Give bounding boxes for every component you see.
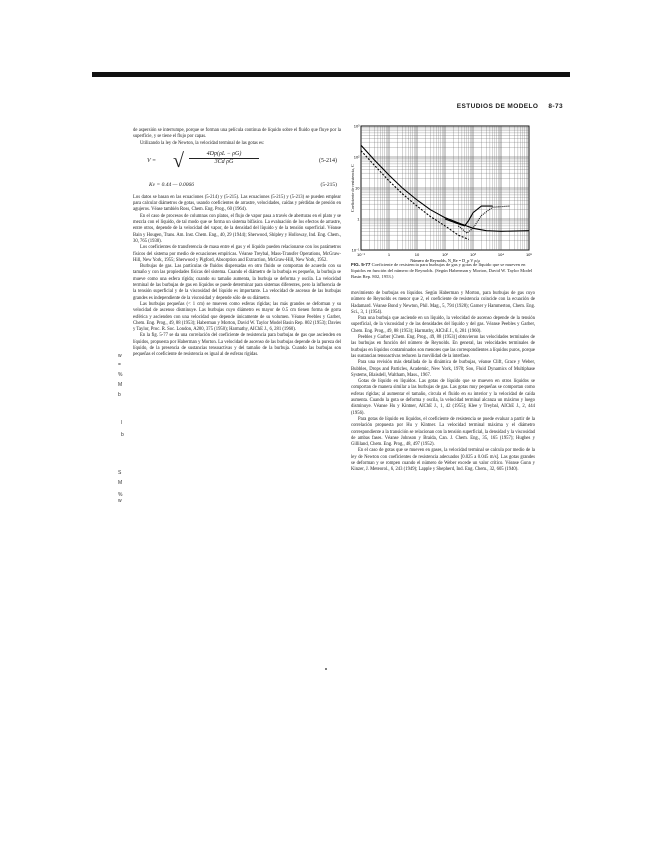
running-header-title: ESTUDIOS DE MODELO <box>456 103 539 110</box>
paragraph: Para gotas de líquido en líquidos, el coeficiente de resistencia se puede evaluar a partir de la correlación propuesta por Hu y Kintner. La velocidad terminal máxima y el diámetro correspondiente a la transición se relacionan con la tensión superficial, la densidad y la viscosidad de ambas fases. Véanse Johnson y Braida, Can. J. Chem. Eng., 35, 165 (1957); Hughes y Gilliland, Chem. Eng. Prog., 48, 497 (1952). <box>351 416 535 448</box>
equation-5-214 <box>133 149 341 179</box>
figure-caption <box>351 262 535 280</box>
running-header <box>457 103 563 110</box>
page-dot <box>325 668 327 670</box>
paragraph: Los datos se basan en las ecuaciones (5-214) y (5-215). Las ecuaciones (5-215) y (5-213) se pueden emplear para calcular diámetros de gotas, usando coeficientes de arrastre, velocidades, caídas y pérdidas de presión en agujeros. Véase también Ross, Chem. Eng. Prog., 60 (1964). <box>133 194 341 213</box>
x-tick-label: 1 <box>387 252 391 257</box>
page-number: 8-73 <box>548 103 563 110</box>
margin-mark: = <box>118 362 121 368</box>
x-tick-label: 10³ <box>470 252 476 257</box>
paragraph: de aspersión se interrumpe, porque se forman una película continua de líquido sobre el fluido que fluye por la superficie, y se tiene el flujo por capas. <box>133 128 341 140</box>
margin-mark: % <box>118 372 123 378</box>
equation-lhs: V = <box>147 157 157 164</box>
equation-denominator: 3Cd ρG <box>214 159 234 166</box>
x-axis-label: Número de Reynolds, N_Re = D_p V ρ/μ <box>410 258 480 263</box>
equation-numerator: 4Dp(ρL − ρG) <box>189 151 259 159</box>
paragraph: Para una burbuja que asciende en un líquido, la velocidad de ascenso depende de la tensión superficial, de la viscosidad y de las densidades del líquido y del gas. Véanse Peebles y Garber, Chem. Eng. Prog., 49, 88 (1953); Harmathy, AIChE J., 6, 281 (1960). <box>351 316 535 334</box>
margin-mark: w <box>118 353 122 359</box>
figure-label: FIG. 5-77 <box>351 262 371 267</box>
equation-fraction <box>189 151 259 166</box>
header-rule <box>92 72 570 77</box>
paragraph: En el caso de gotas que se mueven en gases, la velocidad terminal se calcula por medio de la ley de Newton con coeficientes de resistencia adecuados [0.025 a 0.045 m/s]. Las gotas grandes se deforman y se rompen cuando el número de Weber excede un valor crítico. Véanse Gunn y Kinzer, J. Meteorol., 6, 243 (1949); Lapple y Shepherd, Ind. Eng. Chem., 32, 605 (1940). <box>351 448 535 473</box>
y-tick-label: 10⁻¹ <box>351 247 360 253</box>
x-tick-label: 10⁵ <box>525 252 533 257</box>
drag-coefficient-chart <box>351 117 535 272</box>
paragraph: Gotas de líquido en líquidos. Las gotas de líquido que se mueven en otros líquidos se comportan de manera similar a las burbujas de gas. Las gotas muy pequeñas se comportan como esferas rígidas; al aumentar el tamaño, circula el fluido en su interior y la velocidad de caída aumenta. Cuando la gota se deforma y oscila, la velocidad terminal alcanza un máximo y luego disminuye. Véanse Hu y Kintner, AIChE J., 1, 42 (1955); Klee y Treybal, AIChE J., 2, 444 (1956). <box>351 379 535 416</box>
margin-mark: M <box>118 382 123 388</box>
paragraph: Las burbujas pequeñas (< 1 cm) se mueven como esferas rígidas; las más grandes se deforman y su velocidad de ascenso disminuye. Las burbujas cuyo diámetro es mayor de 0.5 cm tienen forma de gorra esférica y ascienden con una velocidad que depende únicamente de su volumen. Véanse Peebles y Garber, Chem. Eng. Prog., 49, 88 (1953); Haberman y Morton, David W. Taylor Model Basin Rep. 802 (1953); Davies y Taylor, Proc. R. Soc. London, A200, 375 (1950); Harmathy, AIChE J., 6, 281 (1960). <box>133 301 341 333</box>
margin-mark: b <box>118 392 121 398</box>
x-tick-label: 10⁻¹ <box>357 252 365 257</box>
margin-mark: b <box>121 432 124 438</box>
x-tick-label: 10 <box>414 252 420 257</box>
paragraph: movimiento de burbujas en líquidos. Según Haberman y Morton, para burbujas de gas cuyo número de Reynolds es menor que 2, el coeficiente de resistencia coincide con la ecuación de Hadamard. Véanse Bond y Newton, Phil. Mag., 5, 794 (1928); Garner y Hammerton, Chem. Eng. Sci., 3, 1 (1954). <box>351 291 535 315</box>
paragraph: Utilizando la ley de Newton, la velocidad terminal de las gotas es: <box>140 140 265 146</box>
left-column <box>133 128 341 359</box>
paragraph: Los coeficientes de transferencia de masa entre el gas y el líquido pueden relacionarse con los parámetros físicos del sistema por medio de ecuaciones empíricas. Véanse Treybal, Mass-Transfer Operations, McGraw-Hill, New York, 1955; Sherwood y Pigford, Absorption and Extraction, McGraw-Hill, New York, 1952. <box>133 245 341 263</box>
equation-number: (5-215) <box>320 181 337 188</box>
equation-number: (5-214) <box>319 157 337 164</box>
paragraph: Peebles y Garber [Chem. Eng. Prog., 49, 88 (1953)] obtuvieron las velocidades terminales de las burbujas en función del número de Reynolds. En general, las velocidades terminales de burbujas en líquidos contaminados son menores que las correspondientes a líquidos puros, porque las sustancias tensoactivas reducen la movilidad de la interfase. <box>351 335 535 359</box>
y-tick-label: 10 <box>355 185 360 191</box>
margin-mark: l <box>121 420 123 426</box>
paragraph: En el caso de procesos de columnas con platos, el flujo de vapor pasa a través de aberturas en el plato y se mezcla con el líquido, de tal modo que se forma un sistema bifásico. La evaluación de los efectos de arrastre, entre otros, depende de la velocidad del vapor, de la densidad del líquido y de la tensión superficial. Véanse Bain y Hougen, Trans. Am. Inst. Chem. Eng., 40, 29 (1944); Sherwood, Shipley y Holloway, Ind. Eng. Chem., 30, 765 (1938). <box>133 213 341 244</box>
paragraph: Para una revisión más detallada de la dinámica de burbujas, véanse Clift, Grace y Weber, Bubbles, Drops and Particles, Academic, New York, 1978; Soo, Fluid Dynamics of Multiphase Systems, Blaisdell, Waltham, Mass., 1967. <box>351 360 535 378</box>
equation-body: Kv = 0.44 — 0.0066 <box>149 181 194 188</box>
margin-mark: S <box>118 470 122 476</box>
paragraph: Burbujas de gas. Las partículas de fluidos dispersadas en otro fluido se comportan de acuerdo con su tamaño y con las propiedades físicas del sistema. Cuando el diámetro de la burbuja es pequeño, la burbuja se mueve como una esfera rígida; cuando su tamaño aumenta, la burbuja se deforma y oscila. La velocidad terminal de las burbujas de gas en líquidos se puede determinar para sistemas diferentes, pero la influencia de la tensión superficial y de la viscosidad del líquido es importante. La velocidad de ascenso de las burbujas grandes es independiente de la viscosidad y depende sólo de su diámetro. <box>133 264 341 301</box>
margin-mark: M <box>118 480 123 486</box>
paragraph: En la fig. 5-77 se da una correlación del coeficiente de resistencia para burbujas de gas que ascienden en líquidos, propuesta por Haberman y Morton. La velocidad de ascenso de las burbujas depende de la pureza del líquido, de la presencia de sustancias tensoactivas y del tamaño de la burbuja. Cuando las burbujas son pequeñas el coeficiente de resistencia es igual al de esferas rígidas. <box>133 333 341 358</box>
y-tick-label: 1 <box>357 216 360 222</box>
figure-caption-text: Coeficiente de resistencia para burbujas de gas y gotas de líquido que se mueven en líquidos en función del número de Reynolds. (Según Haberman y Morton, David W. Taylor Model Basin Rep. 802, 1953.) <box>351 262 533 279</box>
equation-5-215 <box>133 182 341 192</box>
x-tick-label: 10⁴ <box>497 252 505 257</box>
right-column <box>351 291 535 474</box>
x-tick-label: 10² <box>442 252 448 257</box>
y-axis-label: Coeficiente de resistencia, C <box>350 164 355 212</box>
y-tick-label: 10³ <box>353 123 360 129</box>
margin-mark: w <box>118 498 122 504</box>
margin-mark: % <box>118 492 123 498</box>
y-tick-label: 10² <box>353 154 360 160</box>
sqrt-symbol: √ <box>173 149 184 172</box>
